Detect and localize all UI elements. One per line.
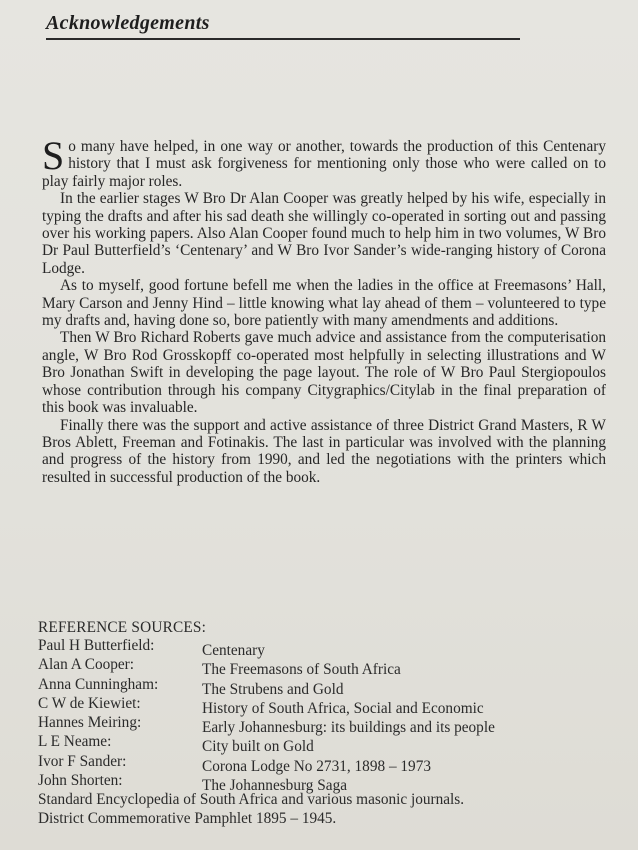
reference-row — [38, 694, 598, 717]
reference-author: Paul H Butterfield: — [38, 637, 155, 654]
reference-row — [38, 752, 598, 775]
drop-cap: S — [42, 133, 65, 178]
reference-author: Hannes Meiring: — [38, 714, 142, 732]
reference-row — [38, 772, 598, 795]
reference-row — [38, 733, 598, 756]
reference-title: The Johannesburg Saga — [202, 777, 348, 795]
reference-extra-text: District Commemorative Pamphlet 1895 – 1945. — [38, 810, 337, 828]
reference-title: History of South Africa, Social and Economic — [202, 699, 484, 717]
reference-author: C W de Kiewiet: — [38, 694, 141, 712]
reference-title: The Strubens and Gold — [202, 680, 344, 698]
paragraph: Then W Bro Richard Roberts gave much advice and assistance from the computerisation angle, W Bro Rod Grosskopff co-operated most helpfully in selecting illustrations and W Bro Jonathan Swift in developing the page layout. The role of W Bro Paul Stergiopoulos whose contribution through his company Citygraphics/Citylab in the final preparation of this book was invaluable. — [42, 329, 606, 417]
paragraph: As to myself, good fortune befell me when the ladies in the office at Freemasons’ Hall, Mary Carson and Jenny Hind – little knowing what lay ahead of them – volunteered to type my drafts and, having done so, bore patiently with many amendments and additions. — [42, 277, 606, 330]
reference-row — [38, 656, 598, 679]
reference-row — [38, 714, 598, 737]
heading-title: Acknowledgements — [46, 12, 210, 34]
reference-author: Ivor F Sander: — [38, 752, 127, 770]
reference-title: The Freemasons of South Africa — [202, 661, 401, 679]
reference-author: Anna Cunningham: — [38, 675, 159, 693]
paragraph — [42, 133, 606, 190]
reference-title: Centenary — [202, 642, 265, 659]
reference-author: John Shorten: — [38, 772, 123, 790]
reference-sources-title: REFERENCE SOURCES: — [38, 619, 207, 636]
reference-author: Alan A Cooper: — [38, 656, 135, 674]
reference-sources — [38, 619, 598, 829]
paragraph: In the earlier stages W Bro Dr Alan Cooper was greatly helped by his wife, especially in typing the drafts and after his sad death she willingly co-operated in sorting out and passing over his working papers. Also Alan Cooper found much to help him in two volumes, W Bro Dr Paul Butterfield’s ‘Centenary’ and W Bro Ivor Sander’s wide-ranging history of Corona Lodge. — [42, 190, 606, 277]
reference-extra-text: Standard Encyclopedia of South Africa and various masonic journals. — [38, 791, 465, 809]
reference-author: L E Neame: — [38, 733, 112, 751]
paragraph: Finally there was the support and active assistance of three District Grand Masters, R W Bros Ablett, Freeman and Fotinakis. The last in particular was involved with the planning and progress of the history from 1990, and led the negotiations with the printers which resulted in successful production of the book. — [42, 416, 606, 486]
reference-row — [38, 637, 598, 659]
reference-title: Early Johannesburg: its buildings and its people — [202, 719, 495, 737]
reference-row-extra — [38, 810, 598, 829]
reference-row — [38, 675, 598, 698]
reference-title: Corona Lodge No 2731, 1898 – 1973 — [202, 757, 432, 775]
paragraph-text: o many have helped, in one way or another, towards the production of this Centenary history that I must ask forgiveness for mentioning only those who were called on to play fairly major roles. — [42, 138, 606, 190]
reference-title: City built on Gold — [202, 738, 314, 756]
page-heading — [46, 12, 520, 40]
reference-row-extra — [38, 791, 598, 810]
acknowledgements-body — [42, 133, 606, 486]
